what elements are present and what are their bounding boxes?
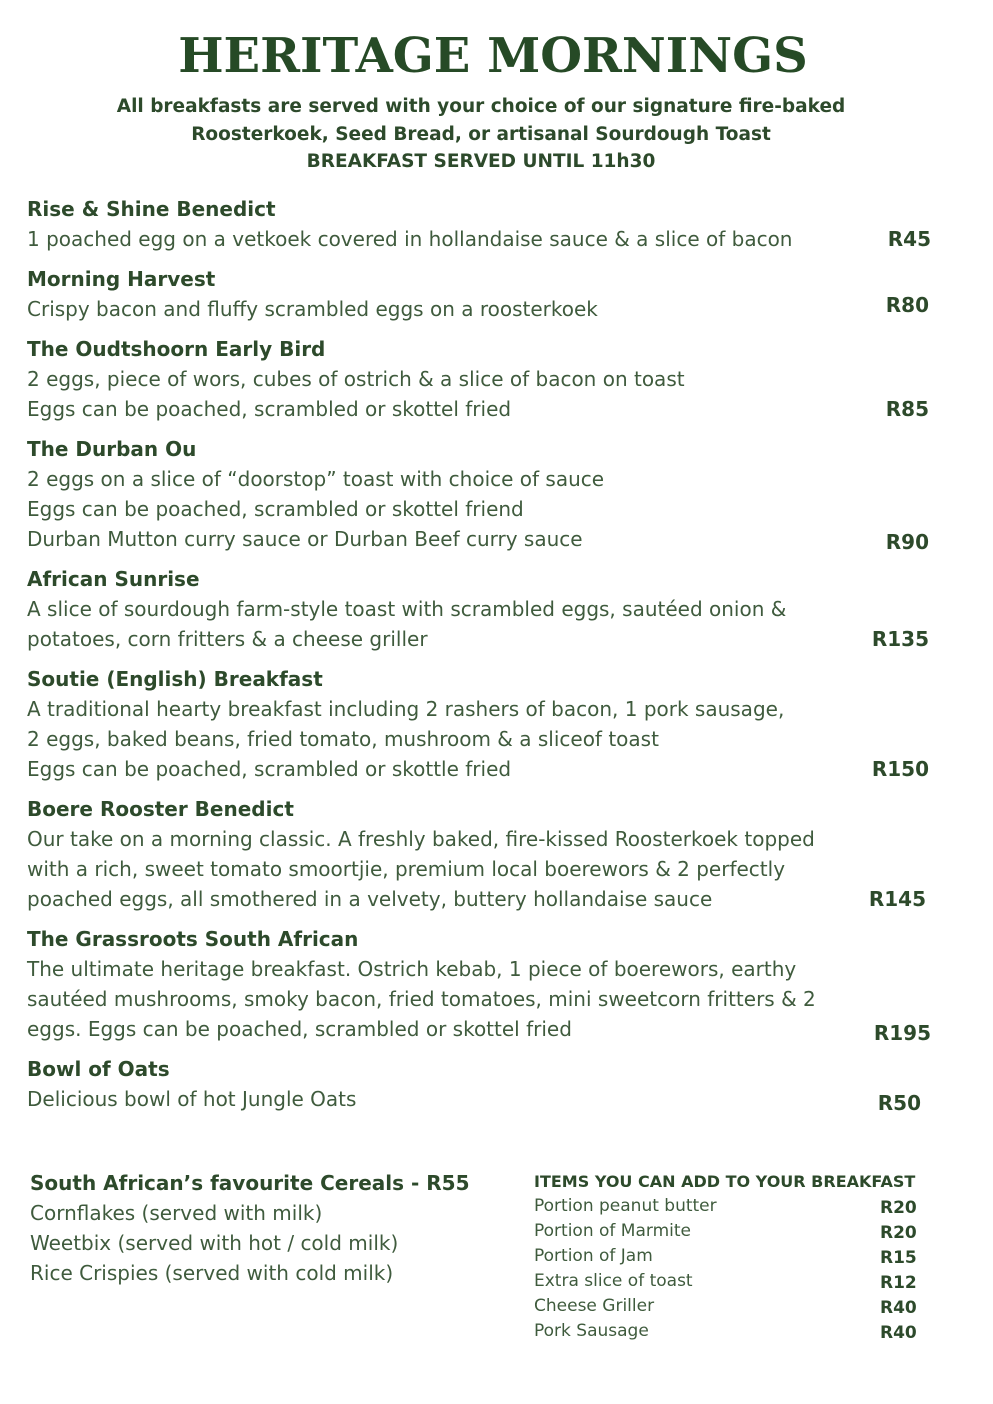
- item-description: 2 eggs, baked beans, fried tomato, mushroom & a sliceof toast: [27, 727, 659, 751]
- addons-section: [534, 1170, 934, 1344]
- addon-price: R40: [880, 1298, 917, 1318]
- item-description: A slice of sourdough farm-style toast with scrambled eggs, sautéed onion &: [27, 597, 787, 621]
- addon-label: Cheese Griller: [534, 1296, 655, 1316]
- addon-row: [534, 1294, 934, 1319]
- cereal-option: Rice Crispies (served with cold milk): [30, 1261, 394, 1285]
- addons-title: ITEMS YOU CAN ADD TO YOUR BREAKFAST: [534, 1172, 916, 1191]
- item-description: 1 poached egg on a vetkoek covered in hollandaise sauce & a slice of bacon: [27, 227, 793, 251]
- addon-label: Extra slice of toast: [534, 1271, 693, 1291]
- menu-subtitle: [0, 93, 962, 176]
- addon-label: Portion peanut butter: [534, 1196, 717, 1216]
- cereal-option: Cornflakes (served with milk): [30, 1201, 323, 1225]
- item-name: Morning Harvest: [27, 267, 216, 291]
- menu-item: [27, 794, 937, 914]
- item-description: The ultimate heritage breakfast. Ostrich kebab, 1 piece of boerewors, earthy: [27, 957, 797, 981]
- cereals-section: [30, 1168, 500, 1288]
- addon-row: [534, 1269, 934, 1294]
- breakfast-items: [27, 194, 937, 1124]
- item-description: Eggs can be poached, scrambled or skottel friend: [27, 497, 524, 521]
- item-name: The Durban Ou: [27, 437, 197, 461]
- item-name: The Grassroots South African: [27, 927, 359, 951]
- addon-row: [534, 1244, 934, 1269]
- cereals-title: South African’s favourite Cereals - R55: [30, 1171, 470, 1195]
- menu-item: [27, 194, 937, 254]
- subtitle-line: Roosterkoek, Seed Bread, or artisanal Sourdough Toast: [191, 123, 771, 145]
- item-price: R50: [877, 1091, 921, 1115]
- item-description: Delicious bowl of hot Jungle Oats: [27, 1087, 357, 1111]
- item-price: R80: [885, 293, 929, 317]
- addon-row: [534, 1219, 934, 1244]
- item-description: 2 eggs on a slice of “doorstop” toast with choice of sauce: [27, 467, 605, 491]
- item-description: A traditional hearty breakfast including 2 rashers of bacon, 1 pork sausage,: [27, 697, 785, 721]
- item-description: Durban Mutton curry sauce or Durban Beef curry sauce: [27, 527, 583, 551]
- cereal-option: Weetbix (served with hot / cold milk): [30, 1231, 399, 1255]
- addon-label: Portion of Jam: [534, 1246, 653, 1266]
- item-name: African Sunrise: [27, 567, 200, 591]
- item-price: R195: [873, 1021, 931, 1045]
- menu-item: [27, 434, 937, 554]
- menu-item: [27, 1054, 937, 1114]
- subtitle-line: BREAKFAST SERVED UNTIL 11h30: [306, 151, 656, 172]
- item-description: eggs. Eggs can be poached, scrambled or skottel fried: [27, 1017, 572, 1041]
- addon-row: [534, 1194, 934, 1219]
- menu-title: HERITAGE MORNINGS: [178, 28, 808, 84]
- addon-row: [534, 1319, 934, 1344]
- item-description: with a rich, sweet tomato smoortjie, premium local boerewors & 2 perfectly: [27, 857, 786, 881]
- addon-price: R20: [880, 1223, 917, 1243]
- item-description: Crispy bacon and fluffy scrambled eggs on a roosterkoek: [27, 297, 598, 321]
- item-name: Bowl of Oats: [27, 1057, 170, 1081]
- menu-item: [27, 664, 937, 784]
- addon-label: Portion of Marmite: [534, 1221, 691, 1241]
- subtitle-line: All breakfasts are served with your choice of our signature fire-baked: [116, 96, 846, 117]
- addon-price: R40: [880, 1323, 917, 1343]
- item-price: R135: [871, 627, 929, 651]
- item-description: poached eggs, all smothered in a velvety, buttery hollandaise sauce: [27, 887, 713, 911]
- item-description: Eggs can be poached, scrambled or skottle fried: [27, 757, 512, 781]
- addon-price: R20: [880, 1198, 917, 1218]
- item-price: R145: [868, 887, 926, 911]
- item-description: sautéed mushrooms, smoky bacon, fried tomatoes, mini sweetcorn fritters & 2: [27, 987, 816, 1011]
- item-name: The Oudtshoorn Early Bird: [27, 337, 326, 361]
- item-name: Soutie (English) Breakfast: [27, 667, 323, 691]
- item-description: Our take on a morning classic. A freshly baked, fire-kissed Roosterkoek topped: [27, 827, 815, 851]
- menu-item: [27, 264, 937, 324]
- item-description: 2 eggs, piece of wors, cubes of ostrich & a slice of bacon on toast: [27, 367, 685, 391]
- addon-price: R12: [880, 1273, 917, 1293]
- menu-item: [27, 924, 937, 1044]
- menu-item: [27, 564, 937, 654]
- item-price: R150: [871, 757, 929, 781]
- item-price: R45: [887, 227, 931, 251]
- item-price: R85: [885, 397, 929, 421]
- item-name: Rise & Shine Benedict: [27, 197, 276, 221]
- addon-label: Pork Sausage: [534, 1321, 649, 1341]
- item-name: Boere Rooster Benedict: [27, 797, 294, 821]
- menu-item: [27, 334, 937, 424]
- item-price: R90: [885, 530, 929, 554]
- item-description: Eggs can be poached, scrambled or skottel fried: [27, 397, 512, 421]
- item-description: potatoes, corn fritters & a cheese griller: [27, 627, 428, 651]
- addon-price: R15: [880, 1248, 917, 1268]
